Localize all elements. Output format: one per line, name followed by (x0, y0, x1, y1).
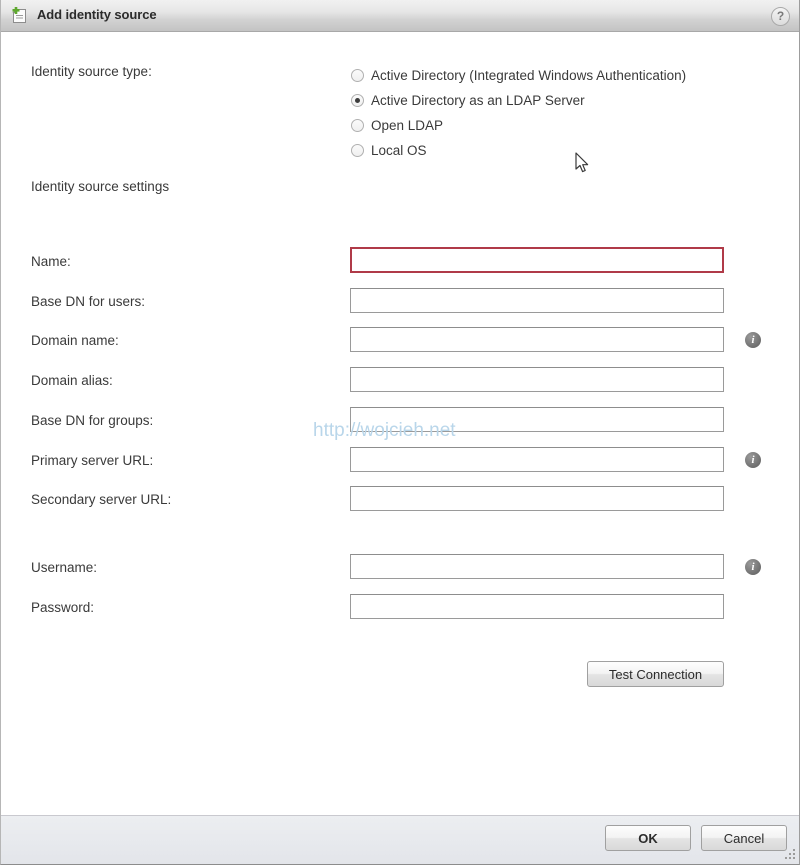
radio-active-directory-ldap[interactable]: Active Directory as an LDAP Server (351, 88, 686, 113)
password-label: Password: (31, 600, 95, 615)
radio-circle-icon (351, 144, 364, 157)
radio-local-os[interactable]: Local OS (351, 138, 686, 163)
base-dn-users-input[interactable] (350, 288, 724, 313)
radio-open-ldap[interactable]: Open LDAP (351, 113, 686, 138)
domain-alias-input[interactable] (350, 367, 724, 392)
radio-circle-icon (351, 69, 364, 82)
domain-name-input[interactable] (350, 327, 724, 352)
cancel-button[interactable]: Cancel (701, 825, 787, 851)
primary-server-url-input[interactable] (350, 447, 724, 472)
primary-server-url-label: Primary server URL: (31, 453, 154, 468)
username-info-icon[interactable]: i (745, 559, 761, 575)
help-icon[interactable]: ? (771, 7, 790, 26)
identity-source-settings-label: Identity source settings (31, 179, 170, 194)
username-label: Username: (31, 560, 98, 575)
base-dn-groups-label: Base DN for groups: (31, 413, 154, 428)
watermark-text: http://wojcieh.net (313, 420, 456, 441)
resize-grip-icon[interactable] (784, 849, 796, 861)
radio-circle-icon (351, 94, 364, 107)
dialog-titlebar (1, 0, 799, 32)
identity-source-type-radio-group[interactable] (351, 63, 686, 163)
name-label: Name: (31, 254, 71, 269)
base-dn-groups-input[interactable] (350, 407, 724, 432)
ok-button[interactable]: OK (605, 825, 691, 851)
radio-circle-icon (351, 119, 364, 132)
radio-active-directory-iwa[interactable]: Active Directory (Integrated Windows Authentication) (351, 63, 686, 88)
password-input[interactable] (350, 594, 724, 619)
test-connection-button[interactable]: Test Connection (587, 661, 724, 687)
dialog-title: Add identity source (37, 7, 157, 22)
base-dn-users-label: Base DN for users: (31, 294, 146, 309)
domain-name-info-icon[interactable]: i (745, 332, 761, 348)
secondary-server-url-label: Secondary server URL: (31, 492, 172, 507)
secondary-server-url-input[interactable] (350, 486, 724, 511)
domain-name-label: Domain name: (31, 333, 119, 348)
identity-source-type-label: Identity source type: (31, 64, 152, 79)
dialog-body (1, 33, 799, 815)
primary-server-url-info-icon[interactable]: i (745, 452, 761, 468)
name-input[interactable] (350, 247, 724, 273)
domain-alias-label: Domain alias: (31, 373, 113, 388)
add-document-icon (12, 7, 31, 25)
username-input[interactable] (350, 554, 724, 579)
